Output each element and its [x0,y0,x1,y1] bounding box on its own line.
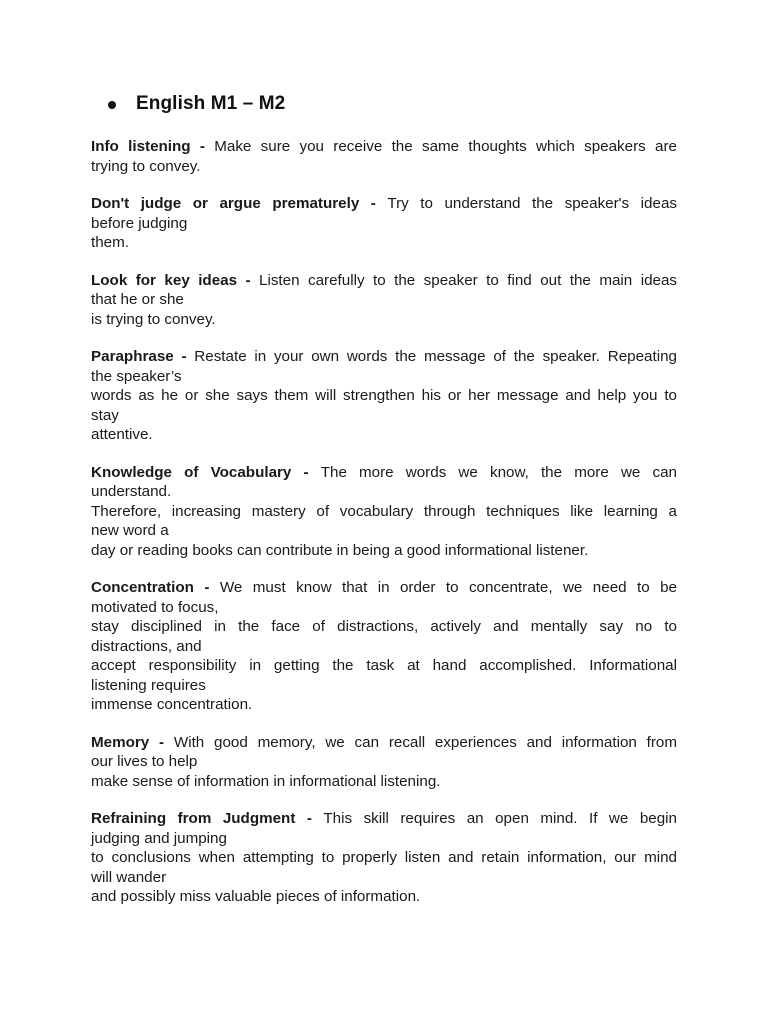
section-term: Info listening - [91,138,215,155]
document-body [91,137,677,925]
section-term: Knowledge of Vocabulary - [91,463,321,481]
section-line [91,194,677,214]
section-line [91,733,677,753]
section-line: is trying to convey. [91,310,216,328]
section-line: stay disciplined in the face of distractions, actively and mentally say no to [91,618,677,635]
heading-text: English M1 – M2 [136,93,286,114]
section-line: will wander [91,868,167,886]
section-line: day or reading books can contribute in being a good informational listener. [91,541,589,559]
section-line: immense concentration. [91,696,253,713]
section-line: that he or she [91,291,184,308]
section-line: and possibly miss valuable pieces of information. [91,888,421,905]
section-line: motivated to focus, [91,598,219,616]
section-line: understand. [91,483,172,500]
section-term: Concentration - [91,579,220,596]
section-text: Make sure you receive the same thoughts which speakers are [214,138,677,155]
section-line: make sense of information in informational listening. [91,772,441,790]
section-text: This skill requires an open mind. If we begin [323,810,677,827]
section-text: The more words we know, the more we can [320,463,677,481]
section-line: distractions, and [91,637,202,655]
section-dont-judge [91,194,677,253]
section-memory [91,733,677,792]
section-info-listening [91,137,677,176]
section-line: our lives to help [91,753,198,770]
section-line: the speaker’s [91,367,182,385]
section-term: Don't judge or argue prematurely - [91,195,388,212]
section-line [91,347,677,367]
section-text: With good memory, we can recall experiences and information from [173,733,677,751]
section-vocabulary [91,463,677,561]
section-term: Memory - [91,733,174,751]
bullet-icon [108,101,116,109]
section-line: listening requires [91,676,206,694]
section-term: Paraphrase - [91,348,195,365]
section-text: We must know that in order to concentrate, we need to be [219,579,677,596]
section-concentration [91,578,677,715]
section-line: trying to convey. [91,157,201,175]
section-text: Try to understand the speaker's ideas [387,195,677,212]
section-line: attentive. [91,426,153,443]
section-key-ideas [91,271,677,330]
section-line: words as he or she says them will strengthen his or her message and help you to [91,387,677,404]
section-term: Look for key ideas - [91,271,260,289]
section-line: stay [91,406,119,424]
section-line: judging and jumping [91,829,227,847]
section-paraphrase [91,347,677,445]
section-line [91,578,677,598]
section-line: them. [91,234,129,251]
section-line: new word a [91,522,169,539]
section-line: before judging [91,214,188,232]
section-line [91,137,677,157]
section-text: Restate in your own words the message of the speaker. Repeating [194,348,677,365]
section-line [91,809,677,829]
section-line [91,463,677,483]
section-line: accept responsibility in getting the task at hand accomplished. Informational [91,657,677,674]
section-text: Listen carefully to the speaker to find out the main ideas [259,271,677,289]
section-refraining [91,809,677,907]
section-line: to conclusions when attempting to properly listen and retain information, our mind [91,849,677,866]
document-heading [108,93,285,115]
section-line [91,271,677,291]
section-line: Therefore, increasing mastery of vocabulary through techniques like learning a [91,502,677,520]
section-term: Refraining from Judgment - [91,810,324,827]
